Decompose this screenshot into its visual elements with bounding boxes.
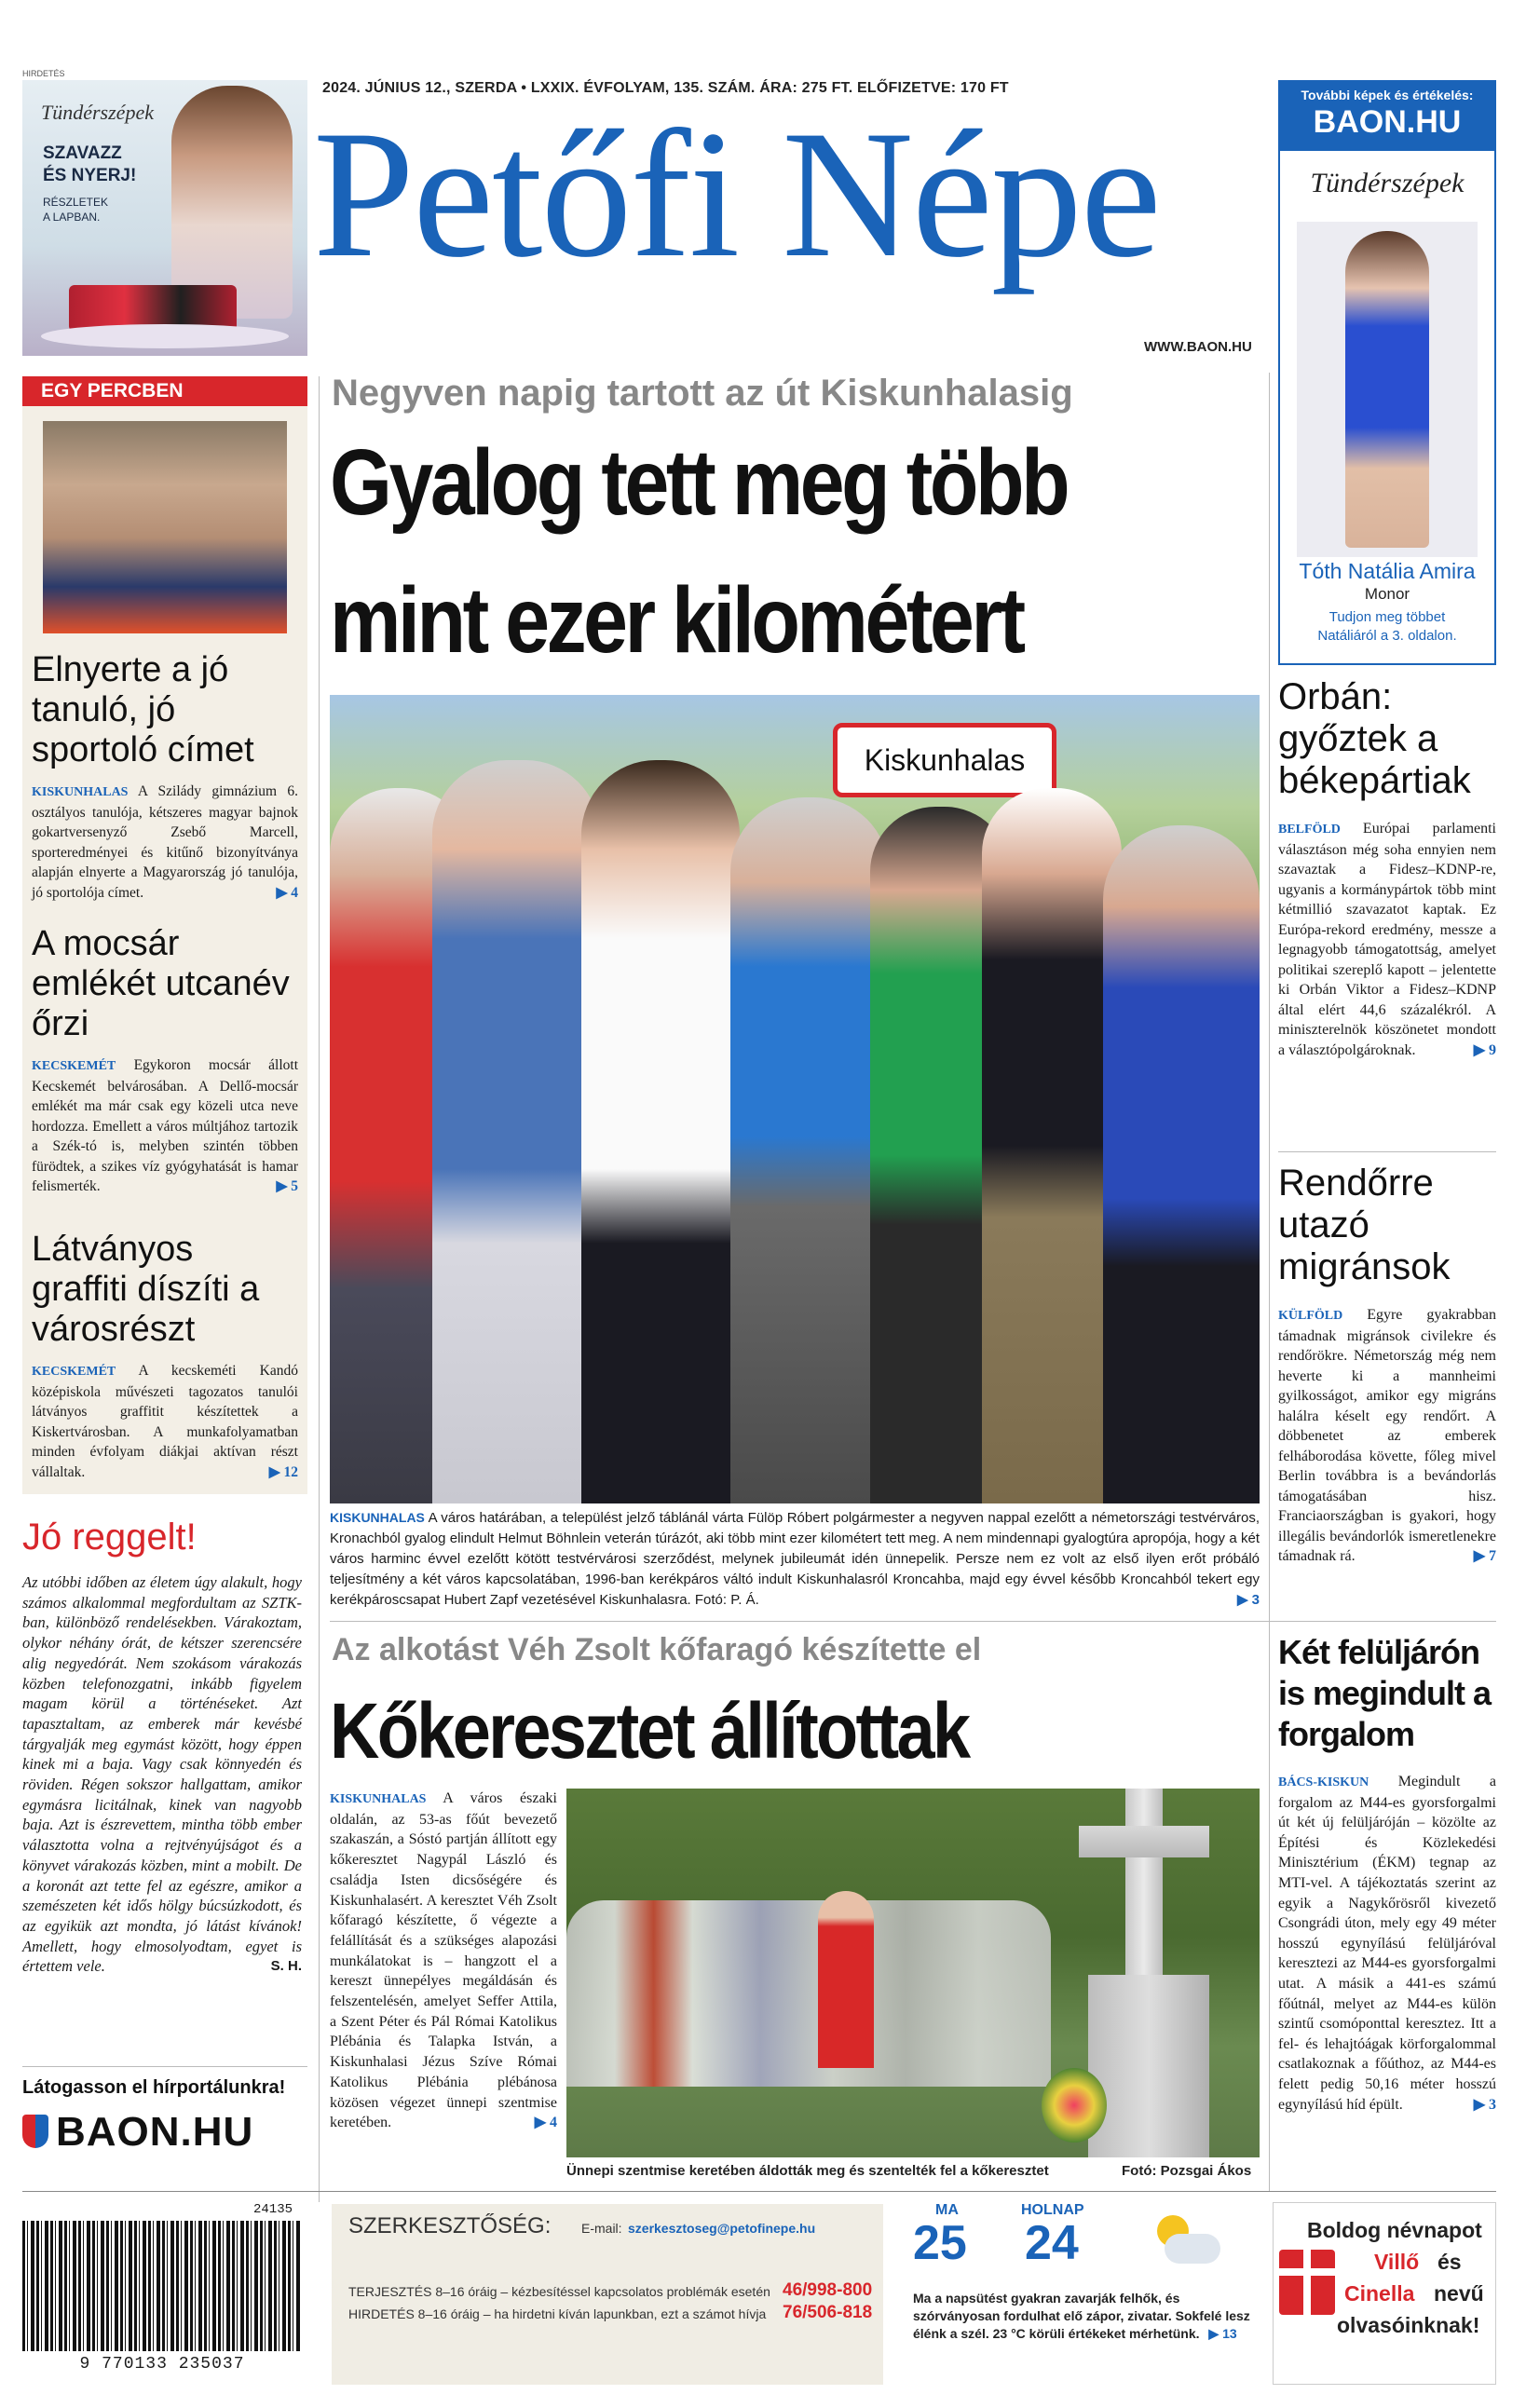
lead-caption-place: KISKUNHALAS xyxy=(330,1510,425,1525)
lead-headline-2[interactable]: mint ezer kilométert xyxy=(330,568,1023,673)
nameday-box xyxy=(1273,2202,1496,2385)
left-ad-brand: Tündérszépek xyxy=(41,101,154,124)
sidebar-item-body: A kecskeméti Kandó középiskola művészeti tagozatos tanulói látványos graffitit készítettek a Kiskertvárosban. A munkafolyamatban minden évfolyam diákjai aktívan részt vállaltak. xyxy=(32,1363,298,1480)
nameday-line1: Boldog névnapot xyxy=(1307,2218,1482,2242)
town-sign xyxy=(833,723,1056,797)
weather-tomorrow-label: HOLNAP xyxy=(1021,2202,1084,2218)
person-4 xyxy=(730,797,889,1503)
weather-box xyxy=(894,2202,1265,2388)
second-page[interactable]: ▶ 4 xyxy=(534,2115,557,2131)
sidebar-item-text xyxy=(32,782,298,903)
morning-author: S. H. xyxy=(270,1958,302,1975)
portal-site[interactable]: BAON.HU xyxy=(56,2109,254,2155)
left-ad-podium xyxy=(41,324,289,348)
nameday-and: és xyxy=(1437,2250,1462,2274)
weather-today-label: MA xyxy=(935,2202,959,2218)
nameday-line2: nevű xyxy=(1434,2281,1484,2306)
third-body: Megindult a forgalom az M44-es gyorsforgalmi út két új felüljáróján – közölte az Építési és Közlekedési Minisztérium (ÉKM) tegnap az MTI-vel. A tájékoztatás szerint az egyik a Nagykőrösről kivezető Csongrádi úton, mely egy 49 méter hosszú egynyílású felüljáróval keresztezi az M44-es gyorsforgalmi utat. A másik a 441-es számú főútnál, melyet az M44-es külön szintű csomóponttal keresztez. Itt a fel- és lehajtóágak körforgalommal csatlakoznak a főúthoz, az M44-es felett pedig 50,16 méter hosszú egynyílású híd épült. xyxy=(1278,1774,1497,2113)
right-ad-site: BAON.HU xyxy=(1313,104,1462,140)
right-item-title: Rendőrre utazó migránsok xyxy=(1278,1163,1451,1287)
gift-icon xyxy=(1279,2250,1335,2315)
email-label: E-mail: xyxy=(581,2221,622,2236)
sidebar-item-text xyxy=(32,1361,298,1482)
sidebar-item-text xyxy=(32,1055,298,1197)
weather-sun-cloud-icon xyxy=(1146,2215,1220,2271)
right-item-1[interactable] xyxy=(1278,676,1496,1060)
third-title: Két felüljárón is megindult a forgalom xyxy=(1278,1633,1492,1753)
editorial-label: SZERKESZTŐSÉG: xyxy=(348,2213,552,2238)
right-item-body: Egyre gyakrabban támadnak migránsok civilekre és rendőrökre. Németország még nem heverte ki a mannheimi gyilkosságot, amikor egy migráns halálra késelt egy rendőrt. A döbbenetet az emberek felháborodása követte, főleg mivel Berlin továbbra is a bevándorlás támogatásában hisz. Franciaországban is gyakori, hogy illegális bevándorlók ismeretlenekre támadnak rá. xyxy=(1278,1307,1496,1564)
right-ad-name: Tóth Natália Amira xyxy=(1299,559,1476,583)
right-item-text xyxy=(1278,1305,1496,1567)
footer-divider xyxy=(22,2191,1496,2192)
weather-desc: Ma a napsütést gyakran zavarják felhők, és szórványosan fordulhat elő zápor, zivatar. Sokfelé lesz élénk a szél. 23 °C körüli értékeket mérhetünk. xyxy=(913,2291,1250,2341)
sidebar-item-page[interactable]: ▶ 5 xyxy=(276,1178,298,1194)
dateline: 2024. JÚNIUS 12., SZERDA • LXXIX. ÉVFOLYAM, 135. SZÁM. ÁRA: 275 FT. ELŐFIZETVE: 170 FT xyxy=(322,80,1009,96)
right-ad-line1: További képek és értékelés: xyxy=(1301,88,1474,102)
dist-phone[interactable]: 46/998-800 xyxy=(783,2280,873,2300)
column-divider xyxy=(1269,373,1270,1643)
right-item-body: Európai parlamenti választáson még soha ennyien nem szavaztak a Fidesz–KDNP-re, ugyanis a kormánypártok több mint kétmillió szavazatot kaptak. Ez Európa-rekord eredmény, messze a legnagyobb támogatottság, amelyet politikai szereplő kapott – jelentette ki Orbán Viktor a Fidesz–KDNP által elért 44,6 százalékról. A miniszterelnök köszönetet mondott a választópolgároknak. xyxy=(1278,821,1496,1058)
right-item-place: BELFÖLD xyxy=(1278,823,1341,837)
right-ad-brand: Tündérszépek xyxy=(1310,168,1465,198)
sidebar-item-3[interactable] xyxy=(32,1230,298,1482)
sidebar-item-title: A mocsár emlékét utcanév őrzi xyxy=(32,924,290,1043)
morning-text xyxy=(22,1572,302,1977)
ad-label: HIRDETÉS xyxy=(22,69,65,78)
barcode-top: 24135 xyxy=(252,2202,293,2217)
sidebar-item-place: KISKUNHALAS xyxy=(32,785,129,799)
left-ad-line3: RÉSZLETEK xyxy=(43,196,109,209)
editorial-box xyxy=(332,2204,883,2385)
second-place: KISKUNHALAS xyxy=(330,1792,427,1806)
third-text xyxy=(1278,1772,1496,2115)
sidebar-item-1[interactable] xyxy=(32,650,298,903)
lead-photo[interactable] xyxy=(330,695,1260,1503)
left-ad-line2: ÉS NYERJ! xyxy=(43,166,137,185)
portal-shield-icon xyxy=(22,2115,48,2148)
right-ad-more1: Tudjon meg többet xyxy=(1328,609,1446,625)
third-page[interactable]: ▶ 3 xyxy=(1473,2096,1496,2113)
second-kicker: Az alkotást Véh Zsolt kőfaragó készítette el xyxy=(332,1632,982,1667)
sidebar-item-place: KECSKEMÉT xyxy=(32,1059,116,1073)
column-divider xyxy=(1269,1632,1270,2191)
second-headline[interactable]: Kőkeresztet állítottak xyxy=(330,1687,969,1775)
right-item-2[interactable] xyxy=(1278,1163,1496,1567)
barcode xyxy=(22,2202,302,2388)
weather-tomorrow-temp: 24 xyxy=(1025,2216,1079,2270)
sidebar-item-title: Elnyerte a jó tanuló, jó sportoló címet xyxy=(32,650,254,769)
flowers xyxy=(1042,2068,1107,2143)
left-ad[interactable] xyxy=(22,80,307,356)
right-ad-model-figure xyxy=(1345,231,1429,548)
lead-caption xyxy=(330,1507,1260,1611)
second-credit: Fotó: Pozsgai Ákos xyxy=(1122,2163,1252,2179)
lead-caption-page[interactable]: ▶ 3 xyxy=(1236,1592,1260,1608)
divider xyxy=(1278,1151,1496,1152)
left-ad-line4: A LAPBAN. xyxy=(43,211,101,224)
ads-phone[interactable]: 76/506-818 xyxy=(783,2303,873,2322)
right-item-text xyxy=(1278,819,1496,1060)
divider xyxy=(330,1621,1496,1622)
second-body xyxy=(330,1789,557,2133)
masthead-title[interactable]: Petőfi Népe xyxy=(313,93,1160,295)
person-3 xyxy=(581,760,740,1503)
third-item[interactable] xyxy=(1278,1632,1496,2115)
town-sign-text: Kiskunhalas xyxy=(864,743,1026,777)
weather-today-temp: 25 xyxy=(913,2216,967,2270)
right-item-page[interactable]: ▶ 7 xyxy=(1473,1548,1496,1564)
crowd xyxy=(566,1900,1051,2087)
right-ad-model-image xyxy=(1297,222,1478,557)
weather-text xyxy=(913,2290,1261,2343)
sidebar-item-place: KECSKEMÉT xyxy=(32,1365,116,1379)
dist-text: TERJESZTÉS 8–16 óráig – kézbesítéssel kapcsolatos problémák esetén xyxy=(348,2284,770,2299)
column-divider xyxy=(319,376,320,2202)
left-ad-model-image xyxy=(171,86,293,319)
second-text xyxy=(330,1789,557,2133)
nameday-name2: Cinella xyxy=(1344,2281,1415,2306)
sidebar-item-page[interactable]: ▶ 4 xyxy=(276,884,298,901)
third-place: BÁCS-KISKUN xyxy=(1278,1775,1369,1789)
email-link[interactable]: szerkesztoseg@petofinepe.hu xyxy=(628,2221,816,2236)
person-7 xyxy=(1103,825,1260,1503)
left-ad-line1: SZAVAZZ xyxy=(43,143,122,163)
lead-headline-1[interactable]: Gyalog tett meg több xyxy=(330,430,1068,535)
lead-kicker: Negyven napig tartott az út Kiskunhalasig xyxy=(332,373,1073,414)
divider xyxy=(22,2066,307,2067)
ads-text: HIRDETÉS 8–16 óráig – ha hirdetni kíván lapunkban, ezt a számot hívja xyxy=(348,2306,767,2321)
sidebar-item-page[interactable]: ▶ 12 xyxy=(268,1463,298,1480)
masthead-website[interactable]: WWW.BAON.HU xyxy=(1144,339,1252,355)
second-caption: Ünnepi szentmise keretében áldották meg és szentelték fel a kőkeresztet xyxy=(566,2163,1049,2179)
lead-caption-text: A város határában, a települést jelző táblánál várta Fülöp Róbert polgármester a negyven nappal ezelőtt a németországi testvérváros, Kronachból gyalog elindult Helmut Böhnlein veterán túrázót, aki több mint ezer kilométert tett meg. A nem mindennapi gyalogtúra apropója, hogy a két város harminc évvel ezelőtt kötött testvérvárosi szerződést, melynek jubileumát idén ünnepelik. Persze nem ez volt az első ilyen erőt próbáló teljesítmény a két város kapcsolatában, 1996-ban kerékpáros váltó indult Kiskunhalasról Kroncahba, majd egy évvel később Kroncahból tekert egy kerékpároscsapat Hubert Zapf vezetésével Kiskunhalasra. Fotó: P. Á. xyxy=(330,1510,1260,1608)
right-ad-town: Monor xyxy=(1364,585,1410,603)
second-text-body: A város északi oldalán, az 53-as főút bevezető szakaszán, a Sóstó partján állított egy kőkeresztet Nagypál László és családja Isten dicsőségére és Kiskunhalasért. A keresztet Véh Zsolt kőfaragó készítette, ő végezte a felállítását és a szükséges alapozási munkálatokat is – hangzott el a kereszt ünnepélyes megáldásán és felszentelésén, amelyet Seffer Attila, a Szent Péter és Pál Római Katolikus Plébánia és Talapka István, a Kiskunhalasi Jézus Szíve Római Katolikus Plébánia plébánosa közösen végezet ünnepi szentmise keretében. xyxy=(330,1790,557,2131)
sidebar-section-label: EGY PERCBEN xyxy=(22,376,307,406)
cross-beam xyxy=(1079,1826,1209,1857)
nameday-name1: Villő xyxy=(1374,2250,1420,2274)
sidebar-photo-boy xyxy=(43,421,287,633)
right-ad-more2: Natáliáról a 3. oldalon. xyxy=(1317,628,1457,644)
barcode-bottom: 9 770133 235037 xyxy=(79,2355,245,2374)
right-item-place: KÜLFÖLD xyxy=(1278,1309,1343,1323)
sidebar-item-2[interactable] xyxy=(32,924,298,1197)
right-item-page[interactable]: ▶ 9 xyxy=(1473,1041,1496,1058)
person-6 xyxy=(982,788,1122,1503)
weather-page[interactable]: ▶ 13 xyxy=(1208,2326,1237,2341)
sidebar-item-body: A Szilády gimnázium 6. osztályos tanulója, kétszeres magyar bajnok gokartversenyző Zsebő Marcell, sporteredményei és kitűnő bizonyítványa alapján elnyerte a Magyarország jó tanulója, jó sportolója címet. xyxy=(32,783,298,901)
sidebar-item-body: Egykoron mocsár állott Kecskemét belvárosában. A Dellő-mocsár emlékét ma már csak egy közeli utca neve hordozza. Emellett a város múltjához tartozik a Szék-tó is, melyben szintén többen fürödtek, a szikes víz gyógyhatását is hamar felismerték. xyxy=(32,1057,299,1194)
second-photo[interactable] xyxy=(566,1789,1260,2157)
portal-line: Látogasson el hírportálunkra! xyxy=(22,2077,286,2098)
nameday-line3: olvasóinknak! xyxy=(1337,2313,1480,2337)
cross-base xyxy=(1088,1975,1209,2157)
sidebar-item-title: Látványos graffiti díszíti a városrészt xyxy=(32,1230,260,1349)
priest-figure xyxy=(818,1891,874,2068)
morning-title: Jó reggelt! xyxy=(22,1517,197,1558)
person-2 xyxy=(432,760,600,1503)
barcode-bars xyxy=(22,2221,302,2351)
sidebar xyxy=(22,376,307,1494)
right-item-title: Orbán: győztek a békepártiak xyxy=(1278,676,1471,801)
right-ad[interactable] xyxy=(1278,80,1496,665)
morning-body: Az utóbbi időben az életem úgy alakult, hogy számos alkalommal megfordultam az SZTK-ban, különböző rendelésekben. Várakoztam, olykor néhány órát, de kétszer szerencsére alig negyedórát. Nem szokásom várakozás közben telefonozgatni, inkább figyelem magam körül a történéseket. Azt tapasztaltam, az emberek már kevésbé tárgyalják meg egymást között, hogy éppen kinek mi a baja. Vagy csak könnyedén és röviden. Régen sokszor hallgattam, amikor egymásra licitálnak, kinek van nagyobb baja. Azt is észrevettem, mintha több ember választotta volna a rejtvényújságot és a könyvet várakozás közben, mint a mobilt. De a koronát azt tette fel az egészre, amikor a szemészeten két idős hölgy búcsúzkodott, és az egyikük azt mondta, jó látást kívánok! Amellett, hogy elmosolyodtam, egyet is értettem vele. xyxy=(22,1573,302,1976)
